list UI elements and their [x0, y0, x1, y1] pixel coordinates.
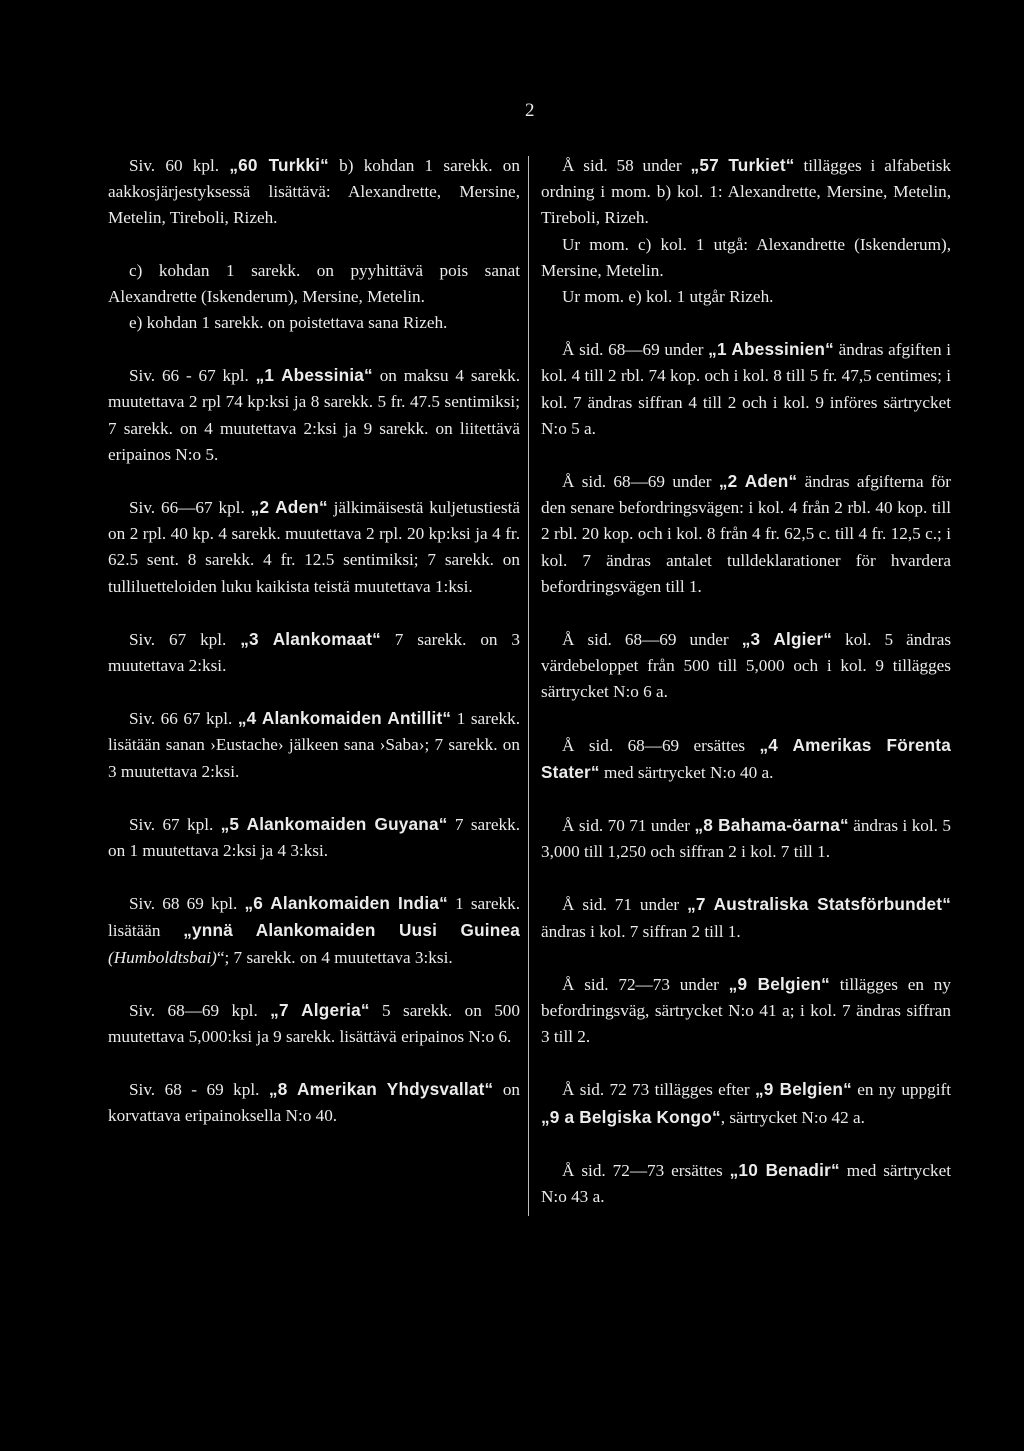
entry-heading: „7 Australiska Statsförbundet“ — [687, 894, 951, 915]
amendment-paragraph — [108, 258, 520, 337]
paragraph-text: Å sid. 71 under — [562, 895, 688, 915]
entry-heading: „57 Turkiet“ — [690, 155, 795, 175]
paragraph-text: en ny uppgift — [851, 1080, 951, 1100]
paragraph-text: Siv. 66 67 kpl. — [129, 709, 238, 729]
paragraph-text: Å sid. 68—69 under — [562, 340, 709, 360]
paragraph-text: tillägges i alfabetisk ordning i mom. b) kol. 1: Alexandrette, Mersine, Metelin, Tireboli, Rizeh. — [541, 156, 952, 228]
amendment-line — [108, 258, 520, 310]
paragraph-text: 1 sarekk. lisätään sanan ›Eustache› jälkeen sana ›Saba›; 7 sarekk. on 3 muutettava 2:ksi. — [108, 709, 520, 781]
paragraph-text: Siv. 60 kpl. — [129, 156, 230, 175]
paragraph-text: Ur mom. e) kol. 1 utgår Rizeh. — [562, 287, 774, 307]
amendment-paragraph — [541, 626, 951, 706]
amendment-line — [541, 284, 951, 310]
paragraph-text: Å sid. 70 71 under — [562, 816, 695, 836]
paragraph-text: Siv. 66 - 67 kpl. — [129, 366, 256, 386]
entry-heading: „9 Belgien“ — [755, 1079, 852, 1100]
paragraph-text: jälkimäisestä kuljetustiestä on 2 rpl. 40 kp. 4 sarekk. muutettava 2 rpl. 20 kp:ksi ja 4 fr. 62.5 sent. 8 sarekk. 4 fr. 12.5 sentimiksi; 7 sarekk. on tulliluetteloiden luku kaikista teistä muutettava 1:ksi. — [108, 498, 520, 596]
paragraph-text: “; 7 sarekk. on 4 muutettava 3:ksi. — [216, 947, 453, 967]
amendment-paragraph — [541, 1157, 951, 1210]
paragraph-text: Siv. 68 - 69 kpl. — [129, 1080, 269, 1100]
amendment-paragraph — [541, 732, 951, 786]
entry-heading: „5 Alankomaiden Guyana“ — [220, 813, 448, 834]
amendment-paragraph — [108, 152, 520, 232]
amendment-paragraph — [541, 891, 951, 944]
entry-heading: „8 Bahama-öarna“ — [694, 815, 849, 836]
entry-heading: „2 Aden“ — [250, 497, 328, 518]
amendment-paragraph — [108, 705, 520, 785]
entry-heading: „4 Amerikas Förenta Stater“ — [541, 734, 951, 782]
amendment-paragraph — [108, 811, 520, 864]
entry-heading: „8 Amerikan Yhdysvallat“ — [268, 1079, 494, 1100]
entry-heading: „1 Abessinien“ — [708, 339, 834, 360]
paragraph-text: med särtrycket N:o 43 a. — [541, 1160, 951, 1207]
paragraph-text: Siv. 68 69 kpl. — [129, 894, 245, 914]
amendment-paragraph — [541, 152, 951, 310]
amendment-paragraph — [541, 1076, 951, 1130]
paragraph-text: , särtrycket N:o 42 a. — [720, 1107, 865, 1127]
column-divider — [528, 156, 529, 1216]
paragraph-text: Å sid. 72—73 ersättes — [562, 1160, 730, 1180]
amendment-paragraph — [108, 997, 520, 1050]
paragraph-text: ändras afgiften i kol. 4 till 2 rbl. 74 kop. och i kol. 8 till 5 fr. 47,5 centimes; i kol. 7 ändras siffran 4 till 2 och i kol. 9 införes särtrycket N:o 5 a. — [541, 340, 952, 438]
entry-heading: „9 Belgien“ — [728, 973, 830, 994]
left-column-finnish — [108, 152, 520, 1156]
paragraph-text: 7 sarekk. on 1 muutettava 2:ksi ja 4 3:ksi. — [108, 814, 521, 861]
paragraph-text: med särtrycket N:o 40 a. — [599, 762, 774, 782]
entry-heading: „3 Algier“ — [741, 629, 833, 650]
paragraph-text: Å sid. 58 under — [562, 156, 691, 175]
paragraph-text: 1 sarekk. lisätään — [108, 894, 520, 941]
amendment-line — [541, 232, 951, 284]
amendment-line — [108, 310, 520, 336]
paragraph-text: tillägges en ny befordringsväg, särtrycket N:o 41 a; i kol. 7 ändras siffran 3 till 2. — [541, 974, 951, 1047]
amendment-paragraph — [541, 812, 951, 865]
paragraph-text: kol. 5 ändras värdebeloppet från 500 till 5,000 och i kol. 9 tillägges särtrycket N:o 6 a. — [541, 630, 952, 702]
paragraph-text: Siv. 67 kpl. — [129, 629, 241, 649]
amendment-paragraph — [541, 468, 951, 600]
paragraph-text: Siv. 66—67 kpl. — [129, 498, 251, 518]
amendment-paragraph — [108, 362, 520, 468]
entry-heading: „3 Alankomaat“ — [240, 628, 381, 649]
paragraph-text: c) kohdan 1 sarekk. on pyyhittävä pois sanat Alexandrette (Iskenderum), Mersine, Metelin. — [108, 260, 520, 306]
amendment-paragraph — [541, 336, 951, 442]
amendment-paragraph — [541, 971, 951, 1051]
paragraph-text: ändras afgifterna för den senare befordringsvägen: i kol. 4 från 2 rbl. 40 kop. till 2 rbl. 20 kop. och i kol. 8 från 4 fr. 62,5 c. till 4 fr. 12,5 c.; i kol. 7 ändras antalet tulldeklarationer för hvardera befordringsvägen till 1. — [541, 472, 952, 596]
right-column-swedish — [541, 152, 951, 1236]
paragraph-text: Å sid. 68—69 under — [562, 472, 719, 492]
entry-heading: „ynnä Alankomaiden Uusi Guinea — [183, 920, 520, 941]
paragraph-text: e) kohdan 1 sarekk. on poistettava sana Rizeh. — [129, 313, 448, 333]
entry-heading: „60 Turkki“ — [229, 155, 329, 175]
paragraph-text: Å sid. 68—69 ersättes — [562, 735, 760, 755]
paragraph-text: b) kohdan 1 sarekk. on aakkosjärjestyksessä lisättävä: Alexandrette, Mersine, Metelin, Tireboli, Rizeh. — [108, 156, 520, 228]
entry-heading: „9 a Belgiska Kongo“ — [541, 1106, 721, 1127]
paragraph-text: ändras i kol. 7 siffran 2 till 1. — [541, 921, 741, 941]
amendment-paragraph — [108, 494, 520, 600]
amendment-line — [541, 152, 951, 232]
paragraph-text: Å sid. 72 73 tillägges efter — [562, 1080, 755, 1100]
entry-heading: „2 Aden“ — [718, 471, 798, 492]
paragraph-text: 5 sarekk. on 500 muutettava 5,000:ksi ja 9 sarekk. lisättävä eripainos N:o 6. — [108, 1000, 520, 1047]
paragraph-text: Ur mom. c) kol. 1 utgå: Alexandrette (Iskenderum), Mersine, Metelin. — [541, 234, 951, 280]
paragraph-text: ändras i kol. 5 3,000 till 1,250 och siffran 2 i kol. 7 till 1. — [541, 816, 951, 862]
entry-heading: „1 Abessinia“ — [255, 365, 373, 386]
paragraph-text: on korvattava eripainoksella N:o 40. — [108, 1080, 521, 1126]
paragraph-text: Siv. 68—69 kpl. — [129, 1000, 271, 1020]
entry-heading: „6 Alankomaiden India“ — [244, 893, 448, 914]
paragraph-text: 7 sarekk. on 3 muutettava 2:ksi. — [108, 629, 520, 676]
page-number: 2 — [525, 100, 535, 121]
entry-heading: „4 Alankomaiden Antillit“ — [237, 708, 452, 729]
paragraph-text: Å sid. 68—69 under — [562, 630, 742, 650]
entry-heading: „10 Benadir“ — [729, 1159, 840, 1180]
amendment-paragraph — [108, 626, 520, 679]
amendment-paragraph — [108, 1076, 520, 1129]
italic-text: (Humboldtsbai) — [108, 947, 217, 967]
entry-heading: „7 Algeria“ — [270, 999, 370, 1020]
paragraph-text: Siv. 67 kpl. — [129, 814, 221, 834]
amendment-paragraph — [108, 890, 520, 971]
paragraph-text: Å sid. 72—73 under — [562, 974, 729, 994]
paragraph-text: on maksu 4 sarekk. muutettava 2 rpl 74 kp:ksi ja 8 sarekk. 5 fr. 47.5 sentimiksi; 7 sarekk. on 4 muutettava 2:ksi ja 9 sarekk. on liitettävä eripainos N:o 5. — [108, 366, 520, 464]
